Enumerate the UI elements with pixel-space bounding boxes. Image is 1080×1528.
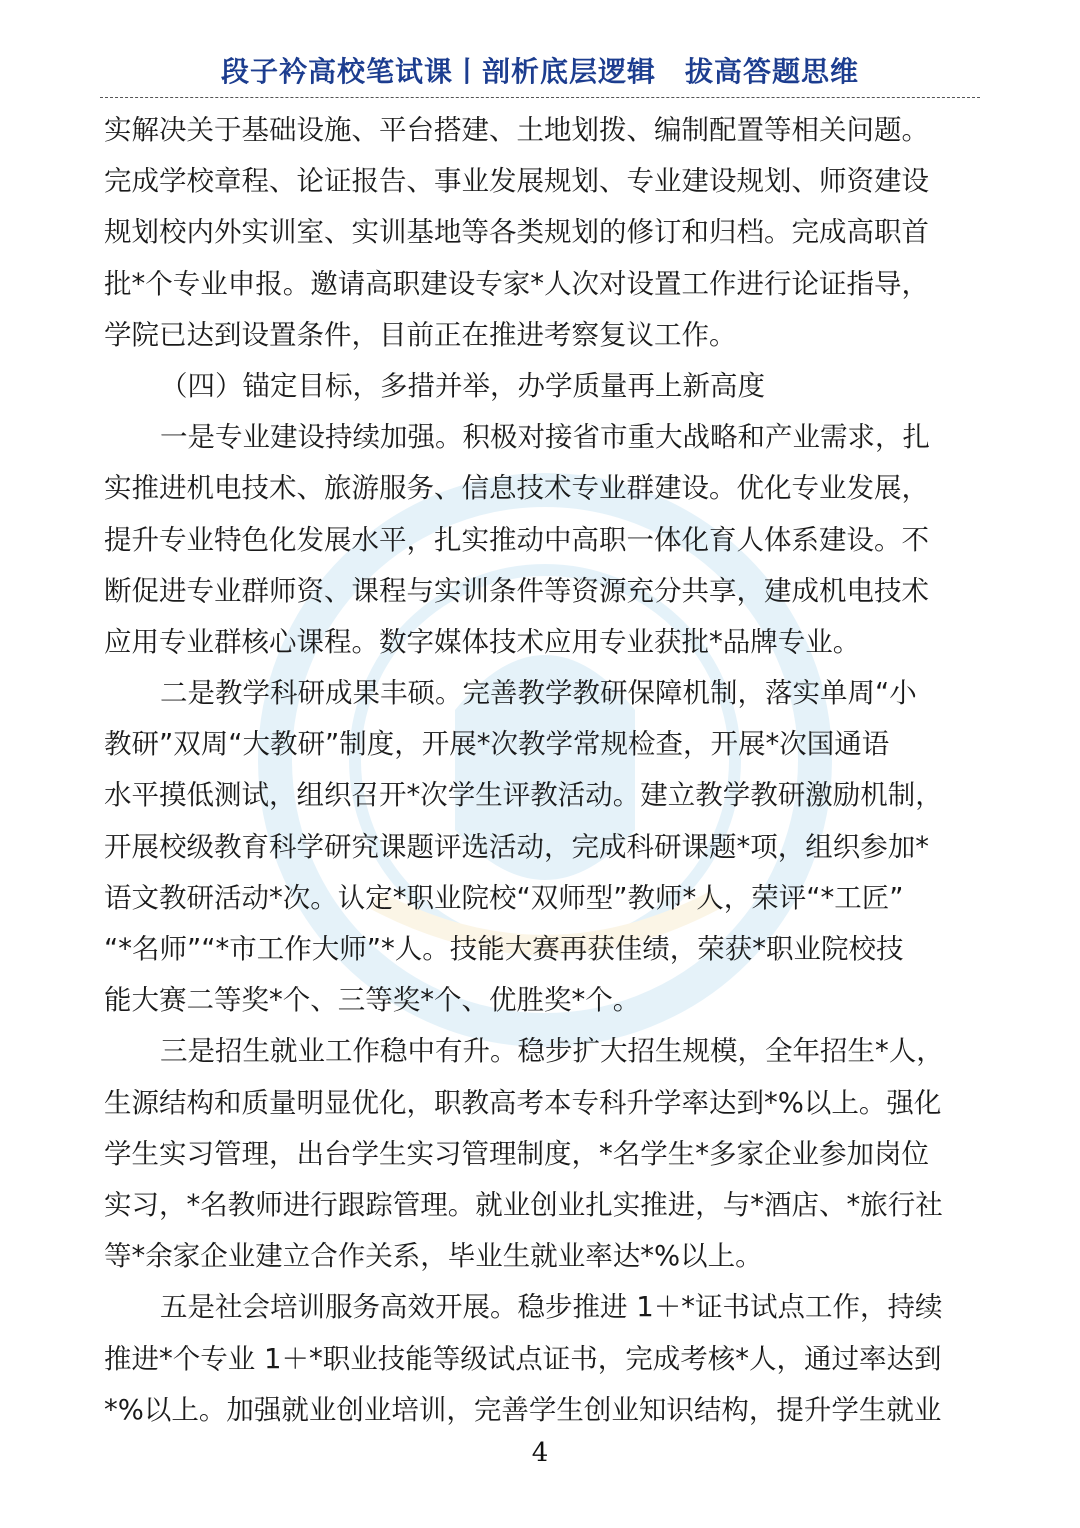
body-text-line: 推进*个专业 1＋*职业技能等级试点证书，完成考核*人，通过率达到 bbox=[104, 1342, 942, 1375]
body-text-line: 规划校内外实训室、实训基地等各类规划的修订和归档。完成高职首 bbox=[104, 216, 929, 249]
body-text-line: 实推进机电技术、旅游服务、信息技术专业群建设。优化专业发展， bbox=[104, 472, 929, 505]
body-text-line: 批*个专业申报。邀请高职建设专家*人次对设置工作进行论证指导， bbox=[104, 267, 929, 300]
body-text-line: 实习，*名教师进行跟踪管理。就业创业扎实推进，与*酒店、*旅行社 bbox=[104, 1188, 943, 1221]
body-text-line: 水平摸低测试，组织召开*次学生评教活动。建立教学教研激励机制， bbox=[104, 779, 943, 812]
body-text-line: “*名师”“*市工作大师”*人。技能大赛再获佳绩，荣获*职业院校技 bbox=[104, 933, 904, 965]
document-body bbox=[104, 105, 984, 1436]
body-text-line: *%以上。加强就业创业培训，完善学生创业知识结构，提升学生就业 bbox=[104, 1393, 942, 1426]
body-text-line: 能大赛二等奖*个、三等奖*个、优胜奖*个。 bbox=[104, 984, 641, 1017]
body-text-line: 五是社会培训服务高效开展。稳步推进 1＋*证书试点工作，持续 bbox=[160, 1291, 943, 1324]
body-text-line: （四）锚定目标，多措并举，办学质量再上新高度 bbox=[160, 369, 765, 402]
body-text-line: 学院已达到设置条件，目前正在推进考察复议工作。 bbox=[104, 318, 737, 351]
body-text-line: 教研”双周“大教研”制度，开展*次教学常规检查，开展*次国通语 bbox=[104, 728, 890, 761]
body-text-line: 学生实习管理，出台学生实习管理制度，*名学生*多家企业参加岗位 bbox=[104, 1137, 929, 1170]
body-text-line: 完成学校章程、论证报告、事业发展规划、专业建设规划、师资建设 bbox=[104, 165, 929, 198]
page-number: 4 bbox=[531, 1438, 549, 1468]
header-divider bbox=[100, 97, 980, 98]
body-text-line: 开展校级教育科学研究课题评选活动，完成科研课题*项，组织参加* bbox=[104, 830, 929, 863]
body-text-line: 一是专业建设持续加强。积极对接省市重大战略和产业需求，扎 bbox=[160, 421, 930, 454]
body-text-line: 生源结构和质量明显优化，职教高考本专科升学率达到*%以上。强化 bbox=[104, 1086, 942, 1119]
body-text-line: 断促进专业群师资、课程与实训条件等资源充分共享，建成机电技术 bbox=[104, 574, 929, 607]
body-text-line: 实解决关于基础设施、平台搭建、土地划拨、编制配置等相关问题。 bbox=[104, 114, 929, 146]
body-text-line: 应用专业群核心课程。数字媒体技术应用专业获批*品牌专业。 bbox=[104, 625, 861, 658]
body-text-line: 二是教学科研成果丰硕。完善教学教研保障机制，落实单周“小 bbox=[160, 677, 917, 710]
page-header-title: 段子衿高校笔试课丨剖析底层逻辑 拔高答题思维 bbox=[220, 55, 859, 88]
body-text-line: 三是招生就业工作稳中有升。稳步扩大招生规模，全年招生*人， bbox=[160, 1035, 944, 1068]
body-text-line: 提升专业特色化发展水平，扎实推动中高职一体化育人体系建设。不 bbox=[104, 523, 929, 556]
body-text-line: 等*余家企业建立合作关系，毕业生就业率达*%以上。 bbox=[104, 1240, 763, 1273]
body-text-line: 语文教研活动*次。认定*职业院校“双师型”教师*人，荣评“*工匠” bbox=[104, 881, 904, 914]
